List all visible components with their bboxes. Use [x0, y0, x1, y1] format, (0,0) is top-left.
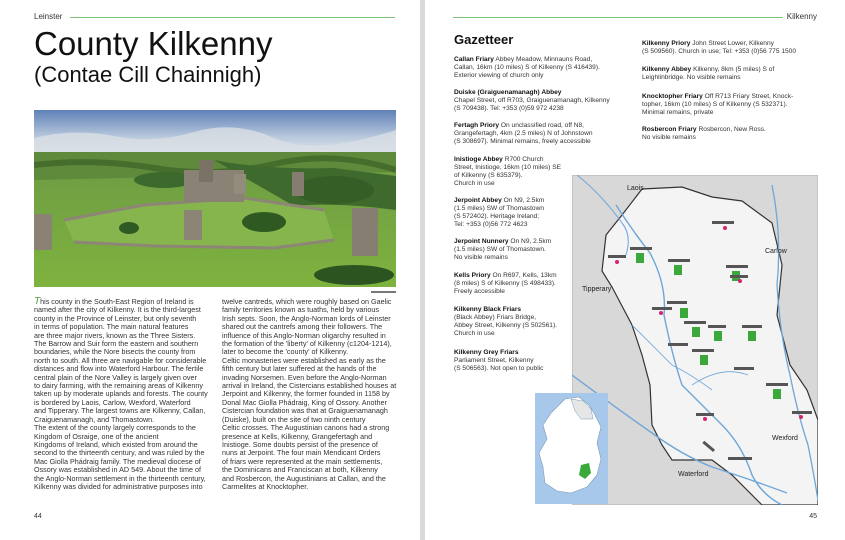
entry-name: Jerpoint Nunnery — [454, 238, 509, 245]
body-line: This county in the South-East Region of Ireland is — [34, 296, 194, 307]
entry-text: (1.5 miles) SW of Thomastown. — [454, 246, 546, 253]
entry-name: Kilkenny Grey Friars — [454, 349, 519, 356]
entry-text: On N9, 2.5km — [508, 238, 552, 245]
map-label-wexford: Wexford — [772, 435, 798, 442]
entry-name: Kilkenny Priory — [642, 40, 691, 47]
body-line: shared out the cantrefs among their followers. The — [222, 322, 383, 332]
body-line: Celtic monasteries were established as early as the — [222, 355, 386, 365]
running-head-left: Leinster — [34, 12, 63, 21]
body-line: Carmelites at Knocktopher. — [222, 481, 309, 491]
entry-text: Rosbercon, New Ross. — [696, 126, 766, 133]
gazetteer-entry — [642, 66, 822, 82]
entry-text: of Kilkenny (S 635379). — [454, 172, 523, 179]
entry-text: (8 miles) S of Kilkenny (S 498433). — [454, 280, 556, 287]
body-line: Kingdom of Osraige, one of the ancient — [34, 431, 159, 441]
page-title: County Kilkenny — [34, 25, 273, 62]
entry-text: (S 572402). Heritage Ireland; — [454, 213, 540, 220]
body-line: later to become the 'county' of Kilkenny. — [222, 347, 349, 357]
body-line: Craiguenamanagh, and Thomastown. — [34, 414, 155, 424]
entry-name: Kilkenny Black Friars — [454, 306, 522, 313]
gazetteer-entry — [454, 122, 626, 146]
body-line: The extent of the county largely corresponds to the — [34, 423, 196, 433]
map-label-waterford: Waterford — [678, 471, 709, 478]
body-line: in terms of population. The main natural features — [34, 322, 189, 332]
body-line: central plain of the Nore Valley is largely given over — [34, 372, 197, 382]
entry-text: No visible remains — [454, 254, 508, 261]
body-line: Kingdoms of Ireland, which existed from around the — [34, 439, 198, 449]
body-line: (Duiske), built on the site of two ninth century — [222, 414, 366, 424]
entry-text: Abbey Meadow, Minnauns Road, — [493, 56, 593, 63]
entry-text: On unclassified road, off N8, — [499, 122, 584, 129]
map-label-tipperary: Tipperary — [582, 286, 612, 293]
entry-name: Rosbercon Friary — [642, 126, 697, 133]
page-number-right: 45 — [809, 513, 817, 520]
body-column-2 — [222, 298, 402, 491]
body-line: The Barrow and Suir form the eastern and southern — [34, 339, 199, 349]
entry-text: Off R713 Friary Street, Knock- — [702, 93, 794, 100]
abbey-marker — [748, 331, 756, 341]
entry-text: Street, Inistioge, 16km (10 miles) SE — [454, 164, 562, 171]
abbey-marker — [714, 331, 722, 341]
body-line: Kilkenny was divided for administrative purposes into — [34, 481, 203, 491]
body-line: boundaries, while the Nore bisects the county from — [34, 347, 196, 357]
entry-text: R700 Church — [502, 156, 544, 163]
abbey-marker — [674, 265, 682, 275]
entry-text: Freely accessible — [454, 288, 505, 295]
abbey-marker — [773, 389, 781, 399]
entry-text: Grangefertagh, 4km (2.5 miles) N of Johnstown — [454, 130, 593, 137]
entry-text: Chapel Street, off R703, Graiguenamanagh, Kilkenny — [454, 97, 610, 104]
left-page — [0, 0, 420, 540]
header-rule — [70, 17, 395, 18]
body-line: arrival in Ireland, the Cistercians established houses at — [222, 381, 397, 391]
body-line: Inistioge. Some doubts persist of the presence of — [222, 439, 378, 449]
entry-text: Kilkenny, 8km (5 miles) S of — [691, 66, 775, 73]
body-line: nuns at Jerpoint. The four main Mendicant Orders — [222, 448, 381, 458]
body-line: distances and flow into Waterford Harbour. The fertile — [34, 364, 204, 374]
abbey-marker — [700, 355, 708, 365]
entry-text: No visible remains — [642, 134, 696, 141]
page-subtitle: (Contae Cill Chainnigh) — [34, 62, 262, 87]
header-rule — [453, 17, 783, 18]
entry-name: Inistioge Abbey — [454, 156, 503, 163]
map-label-laois: Laois — [627, 185, 644, 192]
body-line: named after the city of Kilkenny. It is the third-largest — [34, 305, 201, 315]
entry-text: Church in use — [454, 330, 495, 337]
kilkenny-map — [572, 175, 818, 505]
gazetteer-entry — [642, 93, 822, 117]
body-line: Donal Mac Giolla Phádraig, King of Ossory. Another — [222, 397, 387, 407]
ireland-locator-inset — [535, 393, 608, 504]
entry-text: (S 509560). Church in use; Tel: +353 (0)56 775 1500 — [642, 48, 797, 55]
body-line: Celtic crosses. The Augustinian canons had a strong — [222, 423, 390, 433]
body-line: county in the Province of Leinster, but only seventh — [34, 313, 197, 323]
body-line: are three major rivers, known as the Three Sisters. — [34, 330, 196, 340]
entry-name: Kilkenny Abbey — [642, 66, 692, 73]
jerpoint-abbey-aerial-photo — [34, 110, 396, 287]
body-line: twelve cantreds, which were roughly based on Gaelic — [222, 297, 392, 306]
body-line: invading Norsemen. Even before the Anglo-Norman — [222, 372, 387, 382]
abbey-marker — [692, 327, 700, 337]
entry-text: Callan, 16km (10 miles) S of Kilkenny (S 416439). — [454, 64, 600, 71]
body-line: influence of this Anglo-Norman oligarchy resulted in — [222, 330, 386, 340]
body-column-1 — [34, 298, 209, 491]
entry-name: Kells Priory — [454, 272, 491, 279]
entry-text: Parliament Street, Kilkenny — [454, 357, 534, 364]
entry-text: Abbey Street, Kilkenny (S 502561). — [454, 322, 557, 329]
body-line: fifth century but later suffered at the hands of the — [222, 364, 377, 374]
body-line: Ossory was established in AD 549. About the time of — [34, 465, 201, 475]
body-line: Irish septs. Soon, the Anglo-Norman lords of Leinster — [222, 313, 391, 323]
entry-text: On N9, 2.5km — [501, 197, 545, 204]
body-line: north to south. All three are navigable for considerable — [34, 355, 207, 365]
body-line: to dairy farming, with the remaining areas of Kilkenny — [34, 381, 203, 391]
body-line: family territories known as tuaths, held by various — [222, 305, 379, 315]
body-line: Cistercian foundation was that at Graiguenamanagh — [222, 406, 388, 416]
entry-name: Duiske (Graiguenamanagh) Abbey — [454, 89, 562, 96]
running-head-right: Kilkenny — [786, 12, 817, 21]
entry-text: (S 308697). Minimal remains, freely accessible — [454, 138, 591, 145]
gazetteer-entry — [454, 56, 626, 80]
drop-cap: T — [34, 296, 41, 307]
photo-credit-mark — [371, 291, 396, 293]
entry-text: Church in use — [454, 180, 495, 187]
entry-text: On R697, Kells, 13km — [490, 272, 557, 279]
entry-text: John Street Lower, Kilkenny — [690, 40, 774, 47]
body-line: presence at Kells, Kilkenny, Grangefertagh and — [222, 431, 373, 441]
body-line: and Tipperary. The largest towns are Kilkenny, Callan, — [34, 406, 206, 416]
body-line: the Dominicans and Franciscan at both, Kilkenny — [222, 465, 378, 475]
body-line: second to the thirteenth century, and was ruled by the — [34, 448, 205, 458]
gazetteer-entry — [642, 40, 822, 56]
body-line: is bordered by Laois, Carlow, Wexford, Waterford — [34, 397, 191, 407]
body-line: the Anglo-Norman settlement in the thirteenth century, — [34, 473, 206, 483]
page-number-left: 44 — [34, 513, 42, 520]
entry-name: Knocktopher Friary — [642, 93, 703, 100]
entry-name: Callan Friary — [454, 56, 494, 63]
abbey-marker — [680, 308, 688, 318]
map-label-carlow: Carlow — [765, 248, 787, 255]
entry-text: Exterior viewing of church only — [454, 72, 544, 79]
body-line: and Rosbercon, the Augustinians at Callan, and the — [222, 473, 386, 483]
body-line: the formation of the 'liberty' of Kilkenny (c1204-1214), — [222, 339, 392, 349]
body-line: taken up by moderate uplands and forests. The county — [34, 389, 208, 399]
body-line: Mac Giolla Phádraig family. The medieval diocese of — [34, 456, 201, 466]
body-line: of friars were represented at the main settlements, — [222, 456, 383, 466]
right-page — [425, 0, 845, 540]
gazetteer-title: Gazetteer — [454, 32, 514, 47]
body-line: Jerpoint and Kilkenny, the former founded in 1158 by — [222, 389, 390, 399]
entry-text: (S 709438). Tel: +353 (0)59 972 4238 — [454, 105, 564, 112]
entry-text: (S 506563). Not open to public — [454, 365, 544, 372]
entry-text: topher, 16km (10 miles) S of Kilkenny (S 532371). — [642, 101, 788, 108]
entry-text: (Black Abbey) Friars Bridge, — [454, 314, 537, 321]
gazetteer-entry — [454, 89, 626, 113]
entry-text: (1.5 miles) SW of Thomastown — [454, 205, 545, 212]
entry-text: Minimal remains, private — [642, 109, 714, 116]
entry-text: Leighlinbridge. No visible remains — [642, 74, 741, 81]
entry-name: Fertagh Priory — [454, 122, 500, 129]
gazetteer-entry — [642, 126, 822, 142]
entry-name: Jerpoint Abbey — [454, 197, 502, 204]
entry-text: Tel: +353 (0)56 772 4623 — [454, 221, 528, 228]
abbey-marker — [636, 253, 644, 263]
